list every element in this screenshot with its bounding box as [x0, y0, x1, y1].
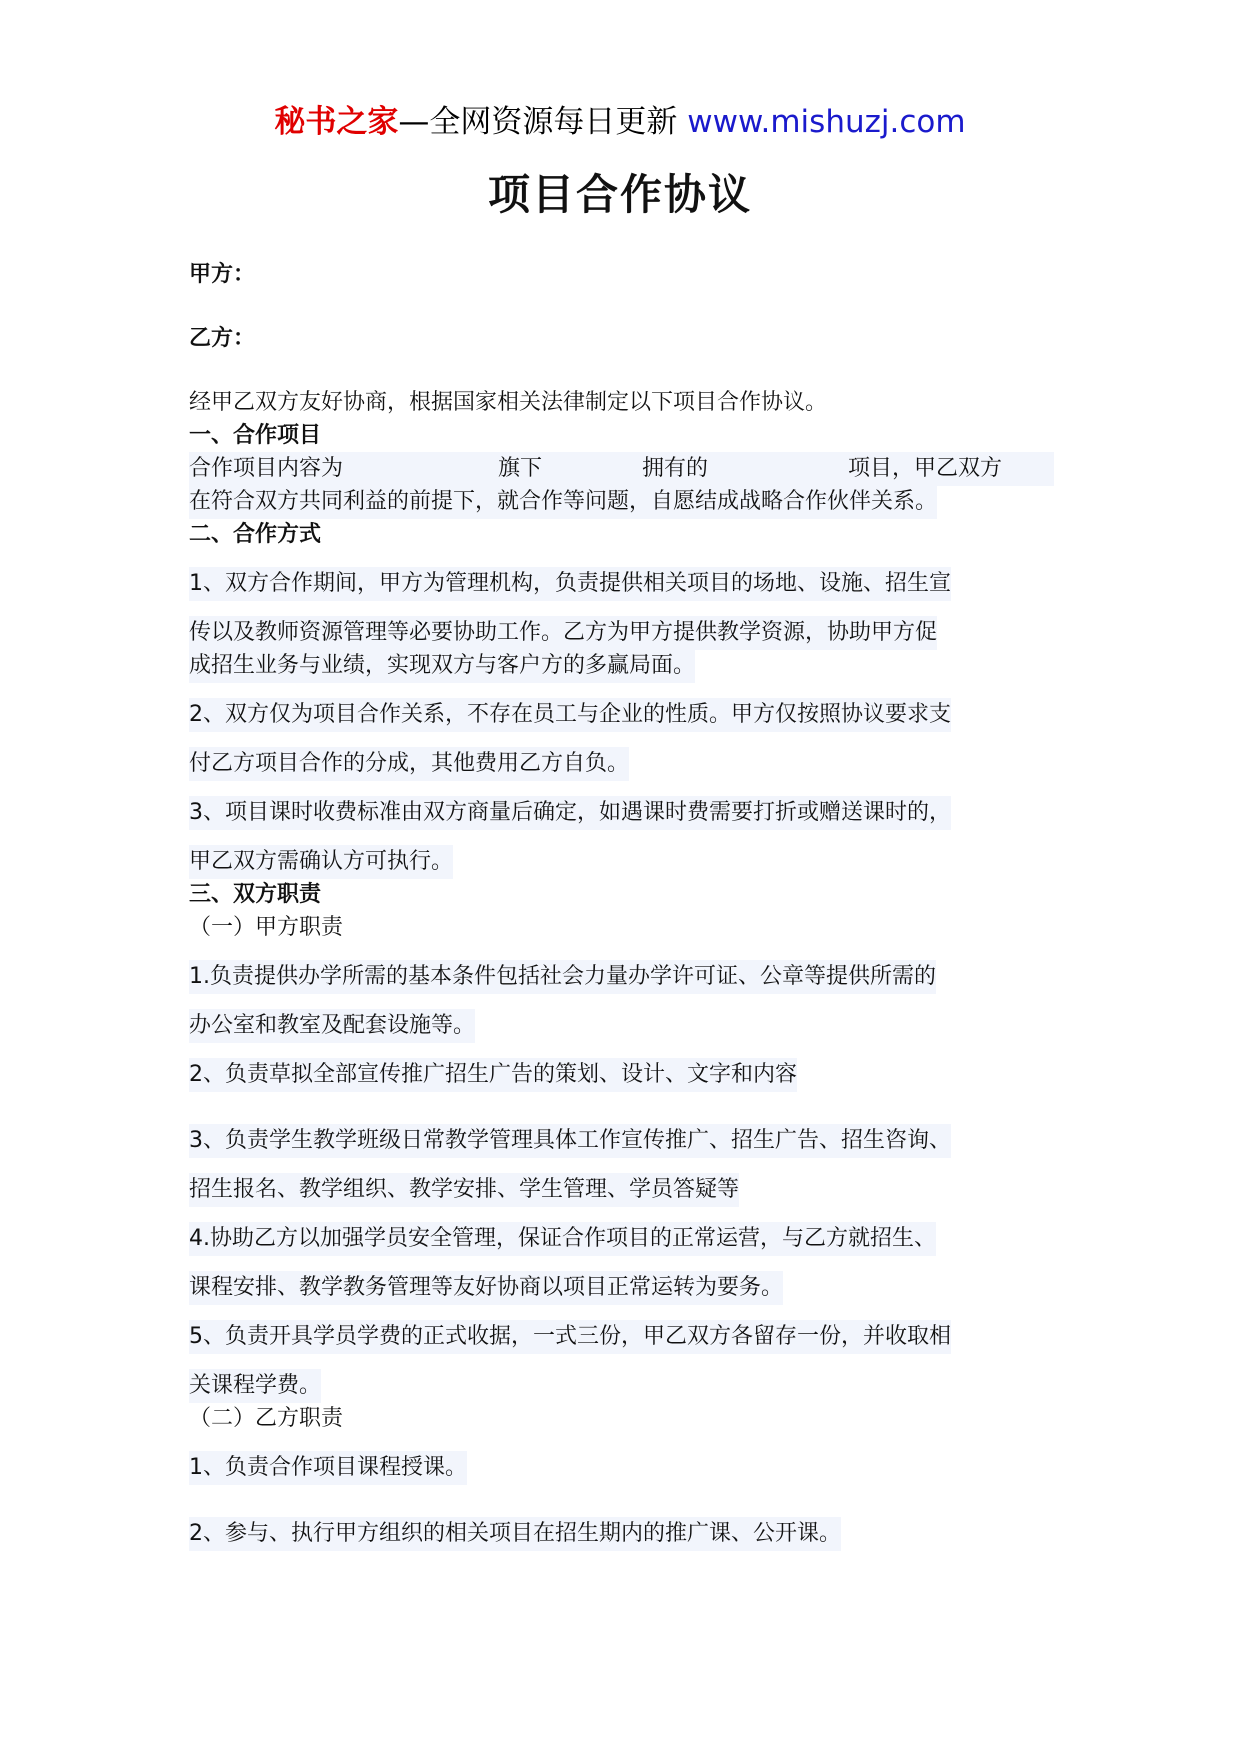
- party-a-duty4-line2: 课程安排、教学教务管理等友好协商以项目正常运转为要务。: [189, 1271, 783, 1305]
- section2-p3-line2: 甲乙双方需确认方可执行。: [189, 845, 453, 879]
- party-a-duty1-line1: 1.负责提供办学所需的基本条件包括社会力量办学许可证、公章等提供所需的: [189, 960, 936, 994]
- section2-heading: 二、合作方式: [189, 522, 322, 547]
- party-a-duties-heading: （一）甲方职责: [189, 915, 344, 940]
- section1-text-a: 合作项目内容为: [189, 456, 344, 481]
- section2-p1-line1: 1、双方合作期间，甲方为管理机构，负责提供相关项目的场地、设施、招生宣: [189, 567, 951, 601]
- section2-p1-line2: 传以及教师资源管理等必要协助工作。乙方为甲方提供教学资源，协助甲方促: [189, 616, 937, 650]
- party-b-label: 乙方：: [189, 326, 256, 351]
- section1-heading: 一、合作项目: [189, 423, 322, 448]
- party-a-duty5-line1: 5、负责开具学员学费的正式收据，一式三份，甲乙双方各留存一份，并收取相: [189, 1320, 951, 1354]
- section1-text-d: 项目，甲乙双方: [848, 456, 1003, 481]
- party-b-duties-heading: （二）乙方职责: [189, 1406, 344, 1431]
- section1-line1: [189, 452, 1054, 486]
- section2-p2-line2: 付乙方项目合作的分成，其他费用乙方自负。: [189, 747, 629, 781]
- party-a-duty3-line2: 招生报名、教学组织、教学安排、学生管理、学员答疑等: [189, 1173, 739, 1207]
- party-a-duty2: 2、负责草拟全部宣传推广招生广告的策划、设计、文字和内容: [189, 1058, 797, 1092]
- party-b-duty1: 1、负责合作项目课程授课。: [189, 1451, 467, 1485]
- brand-name: 秘书之家: [274, 104, 399, 140]
- party-a-duty3-line1: 3、负责学生教学班级日常教学管理具体工作宣传推广、招生广告、招生咨询、: [189, 1124, 951, 1158]
- party-b-duty2: 2、参与、执行甲方组织的相关项目在招生期内的推广课、公开课。: [189, 1517, 841, 1551]
- site-url[interactable]: www.mishuzj.com: [687, 104, 966, 140]
- section1-text-b: 旗下: [498, 456, 543, 481]
- intro-paragraph: 经甲乙双方友好协商，根据国家相关法律制定以下项目合作协议。: [189, 390, 828, 415]
- section1-text-c: 拥有的: [642, 456, 709, 481]
- site-header: [0, 102, 1240, 142]
- section1-line2: 在符合双方共同利益的前提下，就合作等问题，自愿结成战略合作伙伴关系。: [189, 485, 937, 519]
- party-a-label: 甲方：: [189, 262, 256, 287]
- header-slogan: —全网资源每日更新: [398, 104, 678, 140]
- document-title: 项目合作协议: [487, 170, 752, 219]
- section2-p2-line1: 2、双方仅为项目合作关系，不存在员工与企业的性质。甲方仅按照协议要求支: [189, 698, 951, 732]
- party-a-duty4-line1: 4.协助乙方以加强学员安全管理，保证合作项目的正常运营，与乙方就招生、: [189, 1222, 936, 1256]
- section3-heading: 三、双方职责: [189, 882, 322, 907]
- section2-p3-line1: 3、项目课时收费标准由双方商量后确定，如遇课时费需要打折或赠送课时的，: [189, 796, 951, 830]
- party-a-duty1-line2: 办公室和教室及配套设施等。: [189, 1009, 475, 1043]
- party-a-duty5-line2: 关课程学费。: [189, 1369, 321, 1403]
- section2-p1-line3: 成招生业务与业绩，实现双方与客户方的多赢局面。: [189, 649, 695, 683]
